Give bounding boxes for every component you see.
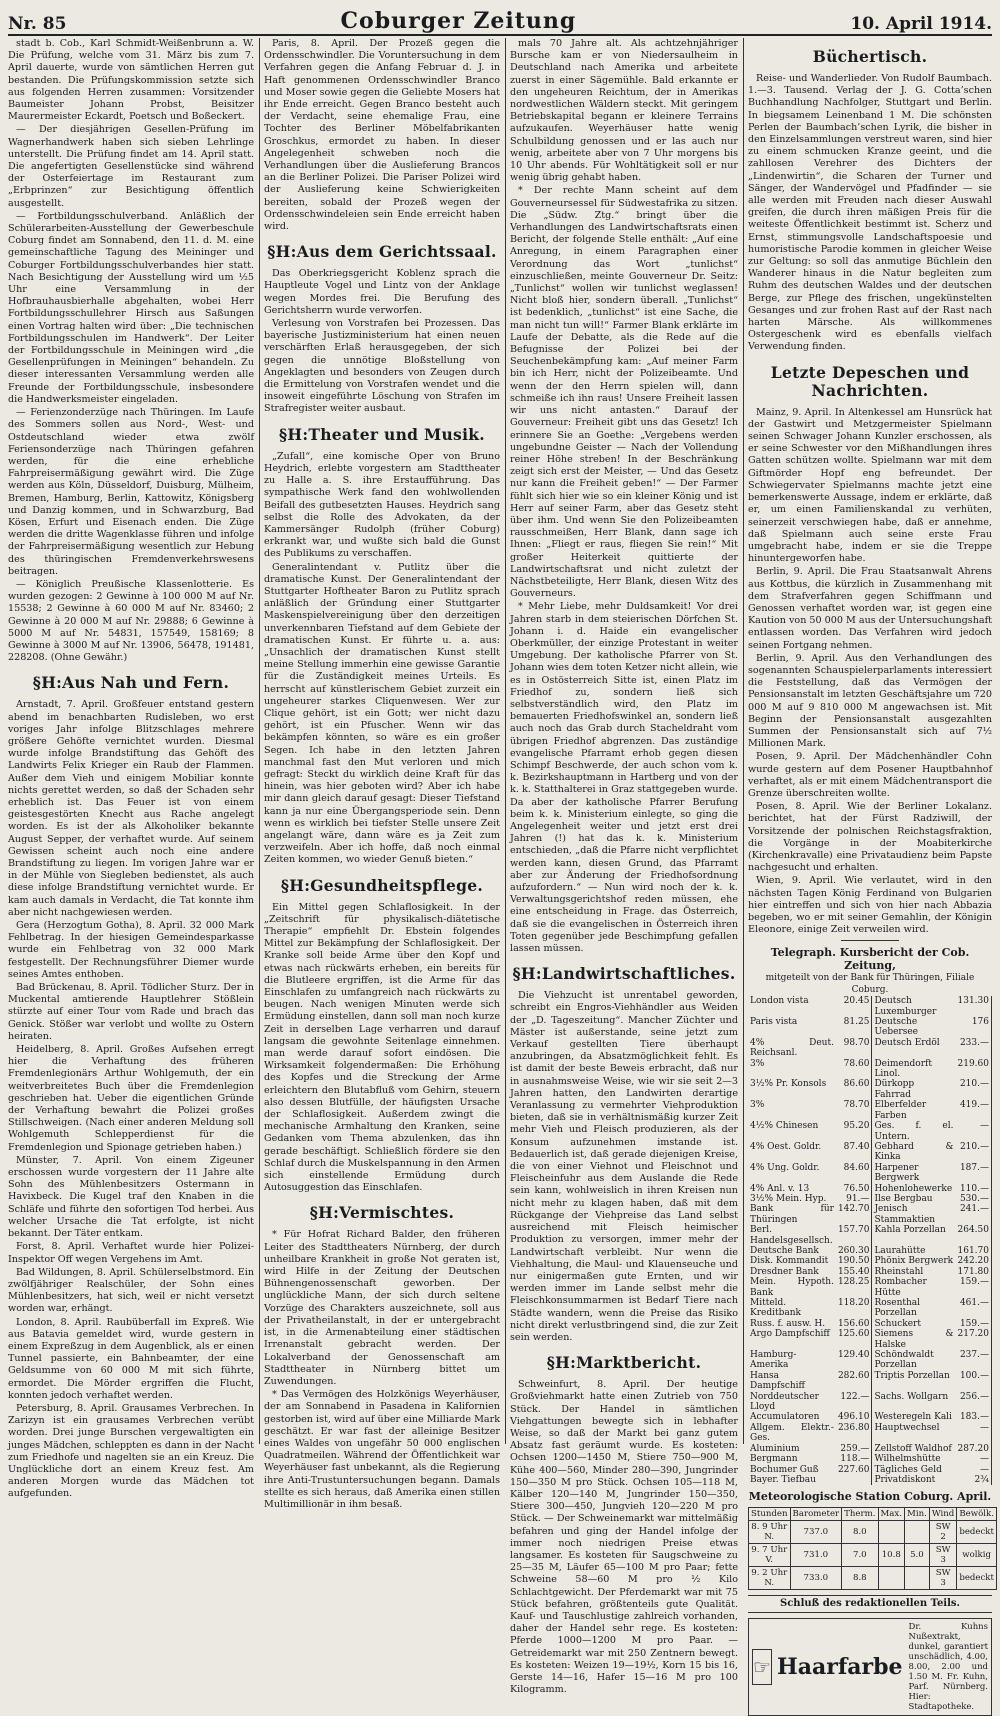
stock-name: Hohenlohewerke [874, 1183, 953, 1194]
stock-row [748, 1371, 992, 1392]
stock-price: 157.70 [836, 1225, 872, 1246]
weather-cell: 9. 2 Uhr N. [749, 1566, 791, 1589]
stock-name: Wilhelmshütte [874, 1454, 941, 1465]
book-review: Reise- und Wanderlieder. Von Rudolf Baumbach. 1.—3. Tausend. Verlag der J. G. Cotta’schen Buchhandlung Nachfolger, Stuttgart und Berlin. In biegsamem Leinenband 1 M. Die schönsten Perlen der Baumbach’schen Lyrik, die bisher in den Einzelsammlungen verstreut waren, sind hier zu einem schmucken Kranze geeint, und die zahllosen Verehrer des Dichters der „Lindenwirtin“, die Scharen der Turner und Sänger, der Wandervögel und Pfadfinder — sie alle werden mit Freuden nach dieser Auswahl greifen, die durch ihren mäßigen Preis für die weiteste Öffentlichkeit bestimmt ist. Scherz und Ernst, stimmungsvolle Landschaftspoesie und humoristische Parodie kommen in gleicher Weise zur Geltung: so soll das anmutige Büchlein den Wanderer hinaus in die Natur begleiten zum Ruhm des deutschen Waldes und der deutschen Berge, zur Pflege des frischen, ungekünstelten Gesanges und zur frohen Rast auf der Rast nach harten Märsche. Als willkommenes Ostergeschenk wird es ebenfalls vielfach Verwendung finden. [748, 73, 992, 353]
stock-price: 217.20 [955, 1329, 991, 1350]
stock-name: Dresdner Bank [750, 1266, 819, 1277]
article-paragraph: mals 70 Jahre alt. Als achtzehnjähriger Bursche kam er von Niedersaulheim in Deutschland nach Amerika und arbeitete zuerst in einer Sägemühle. Bald erkannte er den ungeheuren Reichtum, der in Amerikas nordwestlichen Wäldern steckt. Mit geringem Betriebskapital begann er kleinere Terrains aufzukaufen. Weyerhäuser hatte wenig Schulbildung genossen und er las auch nur wenig, arbeitete aber von 7 Uhr morgens bis 10 Uhr abends. Für Wohltätigkeit soll er nur wenig übrig gehabt haben. [510, 38, 738, 184]
stock-row [748, 1038, 992, 1059]
article-paragraph: Arnstadt, 7. April. Großfeuer entstand gestern abend im benachbarten Rudisleben, wo erst voriges Jahr infolge Blitzschlages mehrere größere Gehöfte vernichtet wurden. Diesmal wurde infolge Brandstiftung das Gehöft des Landwirts Felix Krieger ein Raub der Flammen. Außer dem Vieh und einigem Mobiliar konnte nichts gerettet werden, so daß der Schaden sehr erheblich ist. Das Feuer ist von einem geistesgestörten Knecht aus Rache angelegt worden. Es ist der als Alkoholiker bekannte August Sepper, der verhaftet wurde. Auf seinem Gewissen scheint auch noch eine andere Brandstiftung zu liegen. Im vorigen Jahre war er in der Mühle von Siegleben bedienstet, als auch diese infolge Brandstiftung vernichtet wurde. Er kam auch damals in Verdacht, die Tat konnte ihm aber nicht nachgewiesen werden. [8, 699, 254, 918]
stock-name: Laurahütte [874, 1245, 926, 1256]
weather-header: Bewölk. [957, 1507, 997, 1520]
stock-name: Zellstoff Waldhof [874, 1443, 952, 1454]
stock-row [748, 996, 992, 1017]
stock-price: 237.— [955, 1350, 991, 1371]
stock-price: 156.60 [836, 1319, 872, 1329]
stock-name: Hauptwechsel [874, 1422, 940, 1433]
stock-price: 190.50 [836, 1256, 872, 1266]
stock-row [748, 1329, 992, 1350]
stock-price: 110.— [955, 1184, 991, 1194]
stock-price: 84.60 [836, 1163, 872, 1184]
end-of-editorial: Schluß des redaktionellen Teils. [748, 1595, 992, 1613]
stock-row [748, 1163, 992, 1184]
stock-name: 3% [750, 1100, 765, 1111]
stock-price: 78.60 [836, 1059, 872, 1080]
weather-cell: 9. 7 Uhr V. [749, 1543, 791, 1566]
stock-name: Hansa Dampfschiff [750, 1370, 805, 1392]
article-paragraph: Die Viehzucht ist unrentabel geworden, schreibt ein Engros-Viehhändler aus Weiden der „D. Tageszeitung“. Mancher Züchter und Mäster ist außerstande, seine jetzt zum Verkauf gestellten Tiere überhaupt anzubringen, da Absatzmöglichkeit fehlt. Es ist damit der beste Beweis erbracht, daß nur in ausnahmsweise Weise, wie wir sie seit 2—3 Jahren hatten, den Landwirten derartige Veranlassung zu vermehrter Viehproduktion bieten, daß sie in verhältnismäßig kurzer Zeit mehr Vieh und Fleisch produzieren, als der Konsum aufzunehmen imstande ist. Bedauerlich ist, daß gerade diejenigen Kreise, die von einer Viehnot und Fleischnot und Fleischeinfuhr aus dem Auslande die Rede sein kann, wohlweislich in ihren Kreisen nun nicht mehr zu klagen haben, daß mit dem Rückgange der Viehpreise das Land selbst ausreichend mit Fleisch heimischer Produktion zu versorgen, immer mehr der Landwirtschaft verbleibt. Nur wenn die Viehhaltung, die Maul- und Klauenseuche und nur einigermaßen gute Ernten, und wir werden immer im Lande selbst mehr die Fleischkonsummarmen ist Bedarf Tiere nach Städte wandern, wenn die Preise das Risiko nicht direkt verlustbringend sind, die zur Zeit sein werden. [510, 990, 738, 1343]
stock-name: Bergmann [750, 1454, 798, 1465]
section-heading: §H:Theater und Musik. [278, 424, 485, 444]
stock-price: 125.60 [836, 1329, 872, 1350]
section-heading: §H:Landwirtschaftliches. [512, 964, 736, 984]
hand-icon: ☞ [752, 1649, 772, 1685]
section-heading: §H:Marktbericht. [546, 1353, 702, 1373]
stock-name: 3½% Mein. Hyp. [750, 1193, 827, 1204]
article-paragraph: — Der diesjährigen Gesellen-Prüfung im Wagnerhandwerk haben sich sieben Lehrlinge unterstellt. Die Prüfung findet am 14. April statt. Die angefertigten Gesellenstücke sind während der Osterfeiertage im Restaurant zum „Erbprinzen“ zur Besichtigung öffentlich ausgestellt. [8, 124, 254, 209]
stock-name: Rosenthal Porzellan [874, 1298, 921, 1319]
section-heading: §H:Vermischtes. [309, 1203, 455, 1223]
stock-price: — [955, 1121, 991, 1142]
article-paragraph: * Das Vermögen des Holzkönigs Weyerhäuser, der am Sonnabend in Pasadena in Kalifornien gestorben ist, wird auf über eine Milliarde Mark geschätzt. Er war fast der alleinige Besitzer eines Waldes von ungefähr 50 000 englischen Quadratmeilen. Während der Öffentlichkeit war Weyerhäuser fast unbekannt, als die Regierung ihre Anti-Trustuntersuchungen begann. Damals stellte es sich heraus, daß Amerika einen stillen Multimillionär in ihm besaß. [264, 1389, 501, 1510]
stock-name: Westeregeln Kali [874, 1412, 952, 1423]
stock-name: London vista [750, 996, 809, 1007]
newspaper-title: Coburger Zeitung [340, 8, 577, 34]
weather-header-row [749, 1507, 997, 1520]
stock-name: Hamburg-Amerika [750, 1350, 797, 1371]
stock-price: 210.— [955, 1142, 991, 1163]
stock-price: 98.70 [836, 1038, 872, 1059]
stock-price: 142.70 [836, 1204, 872, 1225]
stock-price: 122.— [836, 1392, 872, 1413]
stock-name: Deutsch Luxemburger [874, 996, 937, 1017]
news-item: Posen, 9. April. Der Mädchenhändler Cohn wurde gestern auf dem Posener Hauptbahnhof verhaftet, als er mit einem Mädchentransport die Grenze überschreiten wollte. [748, 751, 992, 799]
column-4 [748, 38, 994, 1712]
stock-name: Schuckert [874, 1318, 921, 1329]
stock-price: 530.— [955, 1194, 991, 1204]
stock-row [748, 1079, 992, 1100]
issue-number: Nr. 85 [8, 14, 67, 34]
stock-name: Argo Dampfschiff [750, 1329, 830, 1340]
stock-price: 264.50 [955, 1225, 991, 1246]
stock-price: 210.— [955, 1079, 991, 1100]
stock-price: 260.30 [836, 1246, 872, 1256]
stock-row [748, 1475, 992, 1485]
article-paragraph: — Ferienzonderzüge nach Thüringen. Im Laufe des Sommers sollen aus Nord-, West- und Ostdeutschland wieder etwa zwölf Feriensonderzüge nach Thüringen gefahren werden, für die eine erhebliche Fahrpreisermäßigung gewährt wird. Die Züge werden aus Köln, Düsseldorf, Duisburg, Mülheim, Bremen, Hamburg, Berlin, Kattowitz, Königsberg und Danzig kommen, und in Schwarzburg, Bad Kösen, Erfurt und Eisenach enden. Die Züge werden die dritte Wagenklasse führen und infolge der Fahrpreisermäßigung wesentlich zur Hebung des thüringischen Fremdenverkehrswesens beitragen. [8, 407, 254, 577]
stock-price: 219.60 [955, 1059, 991, 1080]
weather-cell [905, 1566, 930, 1589]
stock-name: Dürkopp Fahrrad [874, 1079, 915, 1100]
stock-price: 128.25 [836, 1277, 872, 1298]
stock-row [748, 1267, 992, 1277]
stock-row [748, 1184, 992, 1194]
weather-header: Min. [905, 1507, 930, 1520]
stock-price: 256.— [955, 1392, 991, 1413]
article-paragraph: „Zufall“, eine komische Oper von Bruno Heydrich, erlebte vorgestern am Stadttheater zu Halle a. S. ihre Erstaufführung. Das sympathische Werk fand den wohlwollenden Beifall des gutbesetzten Hauses. Heydrich sang selbst die Rolle des Advokaten, da der Kammersänger Rudolph (früher Coburg) erkrankt war, und wußte sich bald die Gunst des Publikums zu verschaffen. [264, 450, 500, 560]
article-paragraph: Petersburg, 8. April. Grausames Verbrechen. In Zarizyn ist ein grausames Verbrechen verübt worden. Drei junge Burschen vergewaltigten ein junges Mädchen, schleppten es dann in der Nacht zum Friedhofe und nagelten sie an ein Kreuz. Die Unglückliche dort an einem Kreuz fest. Am anderen Morgen wurde das Mädchen tot aufgefunden. [8, 1402, 254, 1500]
stock-price: 159.— [955, 1319, 991, 1329]
article-paragraph: Forst, 8. April. Verhaftet wurde hier Polizei-Inspektor Off wegen Vergehens im Amt. [8, 1241, 254, 1265]
weather-row [749, 1543, 997, 1566]
stock-price: 161.70 [955, 1246, 991, 1256]
stock-row [748, 1059, 992, 1080]
stock-name: Rombacher Hütte [874, 1277, 927, 1298]
weather-cell: 7.0 [842, 1543, 878, 1566]
stock-name: 4% Ung. Goldr. [750, 1162, 820, 1173]
stock-name: Sachs. Wollgarn [874, 1391, 949, 1402]
stock-row [748, 1225, 992, 1246]
article-paragraph: Bad Brückenau, 8. April. Tödlicher Sturz. Der in Muckental amtierende Hauptlehrer Stößlein stürzte auf einer Tour vom Rade und brach das Genick. Stößer war verlobt und wollte zu Ostern heiraten. [8, 982, 254, 1042]
stock-price: 129.40 [836, 1350, 872, 1371]
news-item: Posen, 8. April. Wie der Berliner Lokalanz. berichtet, hat der Fürst Radziwill, der Vorsitzende der polnischen Reichstagsfraktion, die Vorgänge in der Moabiterkirche (Kirchenkravalle) eine Privataudienz beim Papste nachgesucht und erhalten. [748, 801, 992, 874]
weather-cell [905, 1520, 930, 1543]
stock-name: Phönix Bergwerk [874, 1256, 954, 1267]
article-paragraph: Paris, 8. April. Der Prozeß gegen die Ordensschwindler. Die Voruntersuchung in dem Verfahren gegen die Anfang Februar d. J. in Haft genommenen Ordensschwindler Branco und Moser sowie gegen die Geliebte Mosers hat ihr Ende erreicht. Gegen Branco besteht auch der Verdacht, seine ehemalige Frau, eine Tochter des Berliner Möbelfabrikanten Groschkus, ermordet zu haben. In dieser Angelegenheit schweben noch die Verhandlungen über die Auslieferung Brancos an die Berliner Polizei. Die Pariser Polizei wird der Auslieferung keine Schwierigkeiten bereiten, sobald der Prozeß wegen der Ordensschwindeleien sein Ende erreicht haben wird. [264, 38, 500, 233]
article-paragraph: Das Oberkriegsgericht Koblenz sprach die Hauptleute Vogel und Lintz von der Anklage wegen Mordes frei. Die Berufung des Gerichtsherrn wurde verworfen. [264, 268, 500, 316]
stock-name: 4½% Chinesen [750, 1121, 819, 1132]
stock-price: 227.60 [836, 1465, 872, 1475]
stock-name: Triptis Porzellan [874, 1370, 950, 1381]
stock-name: Schöndwaldt Porzellan [874, 1350, 934, 1371]
stock-price: 419.— [955, 1100, 991, 1121]
stock-price [836, 1475, 872, 1485]
weather-cell: 8.8 [842, 1566, 878, 1589]
stock-name: 3½% Pr. Konsols [750, 1079, 827, 1090]
stock-row [748, 1194, 992, 1204]
stock-row [748, 1319, 992, 1329]
stock-price: 183.— [955, 1412, 991, 1422]
stock-row [748, 1444, 992, 1454]
article-paragraph: Heidelberg, 8. April. Großes Aufsehen erregt hier die Verhaftung des früheren Fremdenlegionärs Arthur Wohlgemuth, der ein weitverbreitetes Buch über die Fremdenlegion geschrieben hat. Ueber die eigentlichen Gründe der Verhaftung bewahrt die Polizei großes Stillschweigen. (Nach einer anderen Meldung soll Wohlgemuth Schlepperdienst für die Fremdenlegion und Spionage getrieben haben.) [8, 1044, 254, 1153]
column-rule [259, 38, 260, 1444]
weather-cell: SW 3 [929, 1543, 956, 1566]
weather-cell: wolkig [957, 1543, 997, 1566]
stock-name: Deimendorft Linol. [874, 1058, 932, 1080]
weather-title: Meteorologische Station Coburg. April. [748, 1490, 992, 1504]
stock-price: 159.— [955, 1277, 991, 1298]
stock-price: 461.— [955, 1298, 991, 1319]
stock-price: 496.10 [836, 1412, 872, 1422]
stock-name: Bank für Thüringen [750, 1204, 834, 1225]
stock-row [748, 1423, 992, 1444]
stock-name: Deutsche Uebersee [874, 1017, 919, 1038]
weather-header: Barometer [790, 1507, 842, 1520]
stock-name: Russ. f. ausw. H. [750, 1318, 826, 1329]
article-paragraph: * Der rechte Mann scheint auf dem Gouverneursessel für Südwestafrika zu sitzen. Die „Südw. Ztg.“ bringt über die Verhandlungen des Landwirtschaftsrats einen Bericht, der folgende Stelle enthält: „Auf eine Anregung, in einem Paragraphen einer Verordnung das Wort „tunlichst“ einzuschließen, meinte Gouverneur Dr. Seitz: „Tunlichst“ wollen wir tunlichst weglassen! Nicht bloß hier, sondern überall. „Tunlichst“ ist bedenklich, „tunlichst“ ist eine Sache, die man nicht tun will!“ Farmer Blank erklärte im Laufe der Debatte, als die Rede auf die Befugnisse der Polizei bei der Seuchenbekämpfung kam: „Auf meiner Farm bin ich Herr, nicht der Polizeibeamte. Und wenn der den Herrn spielen will, dann schmeiße ich ihn raus! Unsere Freiheit lassen wir uns nicht antasten.“ Darauf der Gouverneur: Freiheit gibt uns das Gesetz! Ich erinnere Sie an Goethe: „Vergebens werden ungebundne Geister — Nach der Vollendung reiner Höhe streben! In der Beschränkung zeigt sich erst der Meister, — Und das Gesetz nur kann die Freiheit geben!“ — Der Farmer fühlt sich hier wie so ein kleiner König und ist Herr auf seiner Farm, aber das Gesetz steht über ihm. Und wenn Sie den Polizeibeamten rausschmeißen, Herr Blank, dann sage ich Ihnen: „Fliegt er raus, fliegen Sie rein!“ Mit großer Heiterkeit quittierte der Landwirtschaftsrat und nicht zuletzt der Nächstbeteiligte, Herr Blank, diesen Witz des Gouverneurs. [510, 185, 738, 600]
weather-row [749, 1566, 997, 1589]
weather-cell: 8.0 [842, 1520, 878, 1543]
article-paragraph: Schweinfurt, 8. April. Der heutige Großviehmarkt hatte einen Zutrieb von 750 Stück. Der Handel in sämtlichen Viehgattungen bewegte sich in lebhafter Weise, so daß der Markt bei ganz gutem Absatz fast geräumt wurde. Es kosteten: Ochsen 1200—1450 M, Stiere 750—900 M, Kühe 400—560, Minder 280—390, Jungrinder 150—350 M pro Stück. Ochsen 105—118 M, Kälber 120—140 M, Jungrinder 150—350, Stiere 300—450, Jungvieh 120—220 M pro Stück. — Der Schweinemarkt war mittelmäßig befahren und ging der Handel infolge der immer noch niedrigen Preise etwas langsamer. Es kosteten für Saugschweine zu 25—35 M, Läufer 65—100 M pro Paar; fette Schweine 58—60 M pro ½ Kilo Schlachtgewicht. Der Pferdemarkt war mit 75 Stück befahren, größtenteils gute Qualität. Kauf- und Tauschlustige zahlreich vorhanden, daher der Handel sehr rege. Es kosteten: Pferde 1000—1200 M pro Paar. — Getreidemarkt war mit 250 Zentnern bewegt. Es kosteten: Weizen 19—19½, Korn 15 bis 16, Gerste 14—16, Hafer 15—16 M pro 100 Kilogramm. [510, 1379, 738, 1696]
column-rule [505, 38, 506, 1444]
section-heading: Letzte Depeschen und Nachrichten. [770, 362, 970, 400]
stock-name: Bayer. Tiefbau [750, 1474, 816, 1485]
stock-name: Privatdiskont [874, 1474, 936, 1485]
stock-row [748, 1465, 992, 1475]
stock-price: 171.80 [955, 1267, 991, 1277]
weather-cell: bedeckt [957, 1520, 997, 1543]
weather-cell: bedeckt [957, 1566, 997, 1589]
weather-header: Wind [929, 1507, 956, 1520]
article-paragraph: * Mehr Liebe, mehr Duldsamkeit! Vor drei Jahren starb in dem steierischen Dörfchen St. Johann i. d. Haide ein evangelischer Oberkmüller, der einzige Protestant in weiter Umgebung. Der katholische Pfarrer von St. Johann wies dem toten Ketzer nicht allein, wie es in Ostösterreich Sitte ist, einen Platz im Friedhof zu, sondern ließ sich selbstverständlich wird, den Platz im bemauerten Friedhofswinkel an, sondern ließ auch noch das Grab durch Stacheldraht vom übrigen Friedhof abgrenzen. Das zuständige evangelische Pfarramt erhob gegen diesen Schimpf Beschwerde, der auch schon vom k. k. Bezirkshauptmann in Hartberg und von der k. k. Statthalterei in Graz stattgegeben wurde. Da aber der katholische Pfarrer Berufung beim k. k. Ministerium einlegte, so ging die Angelegenheit weiter und jetzt erst drei Jahren (!) hat das k. k. Ministerium entschieden, „daß die Pfarre nicht verpflichtet werden kann, diesen Grund, das Pfarramt aber zur Änderung der Friedhofsordnung aufzufordern.“ — Nun wird noch der k. k. Verwaltungsgerichtshof reden müssen, ehe eine entscheidung in Frage. das Österreich, daß sie die evangelischen in Österreich ihren Toten gegenüber jede Beschimpfung gefallen lassen müssen. [510, 601, 738, 955]
stock-name: Accumulatoren [750, 1412, 820, 1423]
stock-name: 4% Oest. Goldr. [750, 1141, 822, 1152]
stock-price: 176 [955, 1017, 991, 1038]
stock-name: Harpener Bergwerk [874, 1162, 920, 1184]
stock-price: 86.60 [836, 1079, 872, 1100]
ad-brand: Haarfarbe [776, 1653, 903, 1680]
weather-header: Max. [878, 1507, 905, 1520]
stock-name: Deutsch Erdöl [874, 1037, 940, 1048]
article-paragraph: Münster, 7. April. Von einem Zigeuner erschossen wurde vorgestern der 11 Jahre alte Sohn des Mühlenbesitzers Ostermann in Havixbeck. Die Kugel traf den Knaben in die Schläfe und führte den sofortigen Tod herbei. Aus welcher Ursache die Tat erfolgte, ist nicht bekannt. Der Täter entkam. [8, 1154, 254, 1240]
stock-price: 78.70 [836, 1100, 872, 1121]
stock-price: 91.— [836, 1194, 872, 1204]
stock-price: 87.40 [836, 1142, 872, 1163]
column-rule [743, 38, 744, 1444]
stock-price: 259.— [836, 1444, 872, 1454]
article-paragraph: — Fortbildungsschulverband. Anläßlich der Schülerarbeiten-Ausstellung der Gewerbeschule Coburg findet am Sonnabend, den 11. d. M. eine gemeinschaftliche Tagung des Meininger und Coburger Fortbildungsschulverbandes hier statt. Nach Besichtigung der Ausstellung wird um ½5 Uhr eine Versammlung in der Hofbrauhausbierhalle abgehalten, wobei Herr Fortbildungsschullehrer Hirsch aus Saßungen einen Vortrag halten wird über: „Die technischen Fortbildungsschulen im Handwerk“. Der Leiter der Fortbildungsschule in Meiningen wird „die Gesellenprüfungen in Meiningen“ behandeln. Zu dieser interessanten Versammlung werden alle Freunde der Fortbildungsschule, insbesondere die Handwerksmeister eingeladen. [8, 210, 254, 405]
stock-price: 100.— [955, 1371, 991, 1392]
stock-row [748, 1121, 992, 1142]
stock-table [748, 996, 992, 1485]
stock-name: Mitteld. Kreditbank [750, 1298, 801, 1319]
stock-row [748, 1454, 992, 1464]
weather-cell: SW 2 [929, 1520, 956, 1543]
stock-name: Jenisch Stammaktien [874, 1204, 936, 1225]
stock-name: Disk. Kommandit [750, 1256, 829, 1267]
stock-price: 155.40 [836, 1267, 872, 1277]
stock-price: 81.25 [836, 1017, 872, 1038]
stock-name: Berl. Handelsgesellsch. [750, 1225, 833, 1246]
stock-row [748, 1412, 992, 1422]
stock-name: Deutsche Bank [750, 1245, 819, 1256]
stock-name: Ges. f. el. Untern. [874, 1121, 954, 1142]
stock-price: 187.— [955, 1163, 991, 1184]
stock-price: 282.60 [836, 1371, 872, 1392]
stock-row [748, 1392, 992, 1413]
column-2 [264, 38, 501, 1510]
stock-price: — [955, 1423, 991, 1444]
ad-text: Dr. Kuhns Nußextrakt, dunkel, garantiert unschädlich, 4.00, 8.00, 2.00 und 1.50 M. Fr. Kuhn, Parf. Nürnberg. Hier: Stadtapotheke. [908, 1621, 988, 1712]
stock-name: Elberfelder Farben [874, 1100, 927, 1121]
stock-name: Bochumer Guß [750, 1464, 819, 1475]
article-paragraph: * Für Hofrat Richard Balder, den früheren Leiter des Stadttheaters Nürnberg, der durch unheilbare Krankheit in große Not geraten ist, wird Hilfe in der Zeitung der Deutschen Bühnengenossenschaft geworben. Der unglückliche Mann, der sich durch seltene Vorzüge des Charakters auszeichnete, soll aus der Privatheilanstalt, in der er untergebracht ist, in die Armenabteilung einer städtischen Irrenanstalt gebracht werden. Der Lokalverband der Genossenschaft am Stadttheater in Nürnberg bittet um Zuwendungen. [264, 1229, 500, 1387]
weather-header: Therm. [842, 1507, 878, 1520]
masthead [8, 8, 992, 36]
kurs-subtitle: mitgeteilt von der Bank für Thüringen, Filiale Coburg. [765, 972, 975, 996]
stock-name: Rheinstahl [874, 1266, 924, 1277]
weather-table [748, 1507, 997, 1590]
stock-name: Gebhard & Kinka [874, 1141, 954, 1163]
stock-row [748, 1277, 992, 1298]
section-heading: §H:Gesundheitspflege. [280, 875, 484, 895]
weather-cell: 10.8 [878, 1543, 905, 1566]
article-paragraph: London, 8. April. Raubüberfall im Expreß. Wie aus Batavia gemeldet wird, wurde gestern in einem Expreßzug in dem Augenblick, als er einen Tunnel passierte, ein Bahnbeamter, der eine Geldsumme von 60 000 M mit sich führte, ermordet. Die Mörder ergriffen die Flucht, konnten jedoch verhaftet werden. [8, 1316, 254, 1401]
stock-name: 3% [750, 1058, 765, 1069]
stock-name: Mein. Hypoth. Bank [750, 1277, 834, 1298]
news-item: Berlin, 9. April. Aus den Verhandlungen des sogenannten Schauspielerparlaments interessiert die Feststellung, daß das Vermögen der Pensionsanstalt im letzten Geschäftsjahre um 720 000 M auf 9 810 000 M angewachsen ist. Mit Beginn der Pensionsanstalt ausgezahlten Summen der Pensionsanstalt sich auf 7½ Millionen Mark. [748, 652, 992, 750]
news-item: Wien, 9. April. Wie verlautet, wird in den nächsten Tagen König Ferdinand von Bulgarien hier eintreffen und sich von hier nach Abbazia begeben, wo er mit seiner Gemahlin, der Königin Eleonore, einige Zeit verweilen wird. [748, 875, 992, 936]
weather-row [749, 1520, 997, 1543]
stock-name: 4% Anl. v. 13 [750, 1183, 810, 1194]
latest-news [748, 407, 992, 937]
weather-cell: SW 3 [929, 1566, 956, 1589]
weather-cell [878, 1566, 905, 1589]
stock-row [748, 1017, 992, 1038]
weather-cell [878, 1520, 905, 1543]
advertisement [748, 1618, 992, 1716]
stock-price: 236.80 [836, 1423, 872, 1444]
issue-date: 10. April 1914. [850, 14, 992, 34]
stock-name: Ilse Bergbau [874, 1193, 933, 1204]
article-paragraph: stadt b. Cob., Karl Schmidt-Weißenbrunn a. W. Die Prüfung, welche vom 31. März bis zum 7. April dauerte, wurde von sämtlichen Herren gut bestanden. Die Prüfungskommission setzte sich aus folgenden Herren zusammen: Vorsitzender Baumeister Johann Probst, Beisitzer Maurermeister Eckardt, Poetsch und Boßeckert. [8, 38, 254, 123]
article-paragraph: Verlesung von Vorstrafen bei Prozessen. Das bayerische Justizministerium hat einen neuen verschärften Erlaß herausgegeben, der sich gegen die unnötige Bloßstellung von Angeklagten und besonders von Zeugen durch die Ermittelung von Vorstrafen wendet und die insoweit eingeführte Löschung von Strafen im Strafregister weiter ausbaut. [264, 318, 500, 415]
news-item: Mainz, 9. April. In Altenkessel am Hunsrück hat der Gastwirt und Metzgermeister Spielmann seinen Schwager Johann Kunzler erschossen, als er seine Schwester vor den Mißhandlungen ihres Gatten schützen wollte. Spielmann war mit dem Giftmörder Hopf eng befreundet. Der Schwiegervater Spielmanns machte jetzt eine bemerkenswerte Aussage, indem er erklärte, daß er, um einen Familienskandal zu verhüten, seinerzeit verschwiegen habe, daß er annehme, daß Spielmann auch seine erste Frau umgebracht habe, indem er sie die Treppe hinuntergeworfen habe. [748, 406, 992, 565]
divider [841, 940, 900, 941]
stock-price: 287.20 [955, 1444, 991, 1454]
stock-row [748, 1350, 992, 1371]
weather-cell: 733.0 [790, 1566, 842, 1589]
stock-row [748, 1298, 992, 1319]
article-paragraph: Bad Wildungen, 8. April. Schülerselbstmord. Ein zwölfjähriger Realschüler, der Sohn eines Mühlenbesitzers, hat sich, weil er nicht versetzt worden war, erhängt. [8, 1266, 254, 1315]
stock-price: 118.— [836, 1454, 872, 1464]
stock-name: Kahla Porzellan [874, 1225, 946, 1236]
weather-cell: 731.0 [790, 1543, 842, 1566]
stock-row [748, 1142, 992, 1163]
stock-name: Aluminium [750, 1443, 800, 1454]
stock-price: 76.50 [836, 1184, 872, 1194]
stock-price: 118.20 [836, 1298, 872, 1319]
weather-cell: 8. 9 Uhr N. [749, 1520, 791, 1543]
stock-price: 242.20 [955, 1256, 991, 1266]
stock-price: 233.— [955, 1038, 991, 1059]
section-heading: §H:Aus dem Gerichtssaal. [267, 242, 497, 262]
stock-row [748, 1256, 992, 1266]
stock-row [748, 1246, 992, 1256]
stock-price: 2¾ [955, 1475, 991, 1485]
article-paragraph: Gera (Herzogtum Gotha), 8. April. 32 000 Mark Fehlbetrag. In der hiesigen Gemeindesparkasse wurde ein Fehlbetrag von 32 000 Mark festgestellt. Der Rechnungsführer Diemer wurde seines Amtes enthoben. [8, 920, 254, 980]
stock-price: 131.30 [955, 996, 991, 1017]
news-item: Berlin, 9. April. Die Frau Staatsanwalt Ahrens aus Kottbus, die kürzlich in Zusammenhang mit dem Strafverfahren gegen Schiffmann und Genossen verhaftet worden war, ist gegen eine Kaution von 50 000 M aus der Untersuchungshaft entlassen worden. Das Verfahren wird jedoch seinen Fortgang nehmen. [748, 566, 992, 651]
stock-price: — [955, 1454, 991, 1464]
weather-cell: 5.0 [905, 1543, 930, 1566]
column-1 [8, 38, 254, 1500]
section-heading: §H:Aus Nah und Fern. [32, 673, 230, 693]
article-paragraph: — Königlich Preußische Klassenlotterie. Es wurden gezogen: 2 Gewinne à 100 000 M auf Nr. 15538; 2 Gewinne à 60 000 M auf Nr. 83460; 2 Gewinne à 20 000 M auf Nr. 29888; 6 Gewinne à 5000 M auf Nr. 54831, 157549, 158169; 8 Gewinne à 3000 M auf Nr. 13906, 56478, 191481, 228208. (Ohne Gewähr.) [8, 578, 254, 664]
article-paragraph: Generalintendant v. Putlitz über die dramatische Kunst. Der Generalintendant der Stuttgarter Hoftheater Baron zu Putlitz sprach anläßlich der Gründung einer Stuttgarter Maskenspielvereinigung über den derzeitigen unverkennbaren Tiefstand auf dem Gebiete der dramatischen Kunst. Er führte u. a. aus: „Unsachlich der dramatischen Kunst stellt meine Stellung immerhin eine gewisse Garantie für die Zuständigkeit meines Urteils. Es herrscht auf künstlerischem Gebiet zurzeit ein ungeheurer starkes Cliquenwesen. Wer zur Clique gehört, ist ein Gott; wer nicht dazu gehört, ist ein Pfuscher. Wenn wir das bekämpfen könnten, so wäre es ein großer Segen. Ich habe in den letzten Jahren manchmal fast den Mut verloren und mich gefragt: Steckt du wirklich deine Kraft für das hinein, was hier geboten wird? Aber ich habe mir dann gleich darauf gesagt: Dieser Tiefstand kann ja nur eine Übergangsperiode sein. Denn wenn es wirklich bei tiefster Stelle unsere Zeit angelangt wäre, dann wäre es ja Zeit zum verzweifeln. Aber ich hoffe, daß noch einmal Zeiten kommen, wo wieder Genuß bieten.“ [264, 561, 500, 866]
stock-name: Tägliches Geld [874, 1464, 942, 1475]
weather-header: Stunden [749, 1507, 791, 1520]
stock-name: Allgem. Elektr.-Ges. [750, 1422, 834, 1444]
article-paragraph: Ein Mittel gegen Schlaflosigkeit. In der „Zeitschrift für physikalisch-diätetische Therapie“ empfiehlt Dr. Ebstein folgendes Mittel zur Bekämpfung der Schlaflosigkeit. Der Kranke soll beide Arme über den Kopf und etwas nach rückwärts erheben, ein bereits für die Blutleere ergriffen, ist die Arme für das Einschlafen zu umfangreich nach rückwärts zu beugen. Nach wenigen Minuten werde sich Ermüdung einstellen, dann soll man noch kurze Zeit in derselben Lage verharren und darauf langsam die gewohnte Seitenlage einnehmen. man werde darauf sofort eindösen. Die Wirksamkeit folgendermaßen: Die Erhöhung des Kopfes und die Streckung der Arme erleichtern den Blutabfluß vom Gehirn, steuern also dessen Blutfülle, der häufigsten Ursache der Schlaflosigkeit. Außerdem zwingt die mechanische Armhaltung den Kranken, seine Gedanken vom Thema abzulenken, das ihn gerade beschäftigt. Schließlich fördere sie den Schlaf durch die Muskelspannung in den Armen sich einstellende Ermüdung durch Autosuggestion das Einschlafen. [264, 901, 500, 1194]
stock-name: Paris vista [750, 1017, 798, 1028]
stock-row [748, 1100, 992, 1121]
weather-cell: 737.0 [790, 1520, 842, 1543]
section-heading: Büchertisch. [812, 47, 928, 66]
stock-name: Norddeutscher Lloyd [750, 1391, 819, 1413]
stock-price: 20.45 [836, 996, 872, 1017]
stock-row [748, 1204, 992, 1225]
stock-price: 241.— [955, 1204, 991, 1225]
stock-name: Siemens & Halske [874, 1329, 954, 1350]
kurs-title: Telegraph. Kursbericht der Cob. Zeitung, [770, 946, 970, 972]
stock-name: 4% Deut. Reichsanl. [750, 1037, 834, 1059]
column-3 [510, 38, 738, 1696]
stock-price: — [955, 1465, 991, 1475]
stock-price: 95.20 [836, 1121, 872, 1142]
